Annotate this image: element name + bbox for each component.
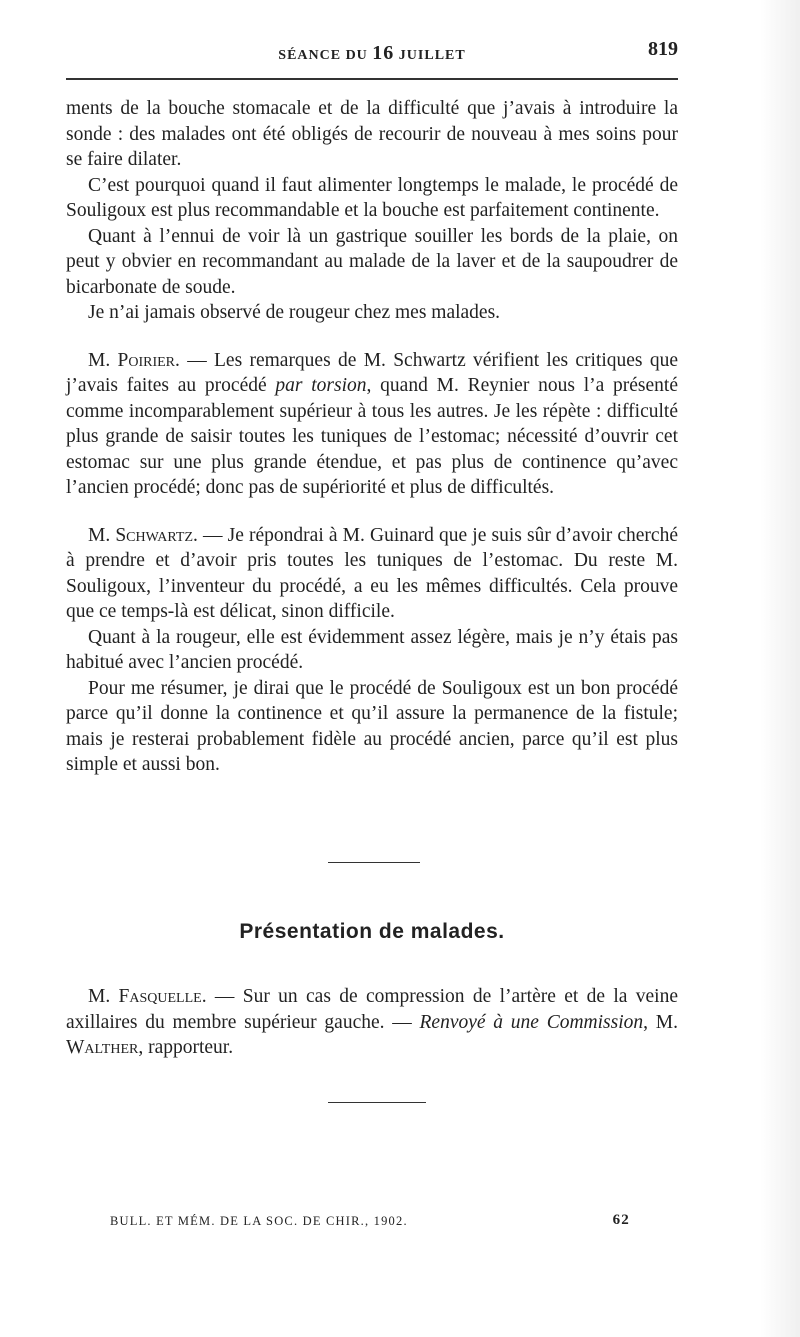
paragraph-ennui: Quant à l’ennui de voir là un gastrique souiller les bords de la plaie, on peut y obvier en recommandant au malade de la laver et de la saupoudrer de bicarbonate de soude. [66,225,678,298]
paragraph-fasquelle: M. Fasquelle. — Sur un cas de compression de l’artère et de la veine axillaires du membre supérieur gauche. — Renvoyé à une Commission, M. Walther, rapporteur. [66,986,678,1058]
separator-rule-2 [328,1102,426,1103]
body-text-block-1 [66,96,678,778]
speaker-fasquelle: M. Fasquelle. [88,986,207,1007]
separator-rule-1 [328,862,420,863]
body-text-block-2 [66,984,678,1061]
page-edge-shadow [760,0,800,1337]
header-title: SÉANCE DU 16 JUILLET [278,42,466,64]
page-footer [110,1212,630,1236]
running-header [66,38,678,68]
paragraph-schwartz-rougeur: Quant à la rougeur, elle est évidemment assez légère, mais je n’y étais pas habitué avec l’ancien procédé. [66,626,678,673]
header-rule [66,78,678,80]
paragraph-schwartz: M. Schwartz. — Je répondrai à M. Guinard que je suis sûr d’avoir cherché à prendre et d’avoir pris toutes les tuniques de l’estomac. Du reste M. Souligoux, l’inventeur du procédé, a eu les mêmes difficultés. Cela prouve que ce temps-là est délicat, sinon difficile. [66,524,678,622]
paragraph-poirier: M. Poirier. — Les remarques de M. Schwartz vérifient les critiques que j’avais faites au procédé par torsion, quand M. Reynier nous l’a présenté comme incomparablement supérieur à tous les autres. Je les répète : difficulté plus grande de saisir toutes les tuniques de l’estomac; nécessité d’ouvrir cet estomac sur une plus grande étendue, et pas plus de continence qu’avec l’ancien procédé; donc pas de supériorité et plus de difficultés. [66,349,678,498]
footer-reference: BULL. ET MÉM. DE LA SOC. DE CHIR., 1902. [110,1214,408,1228]
section-title: Présentation de malades. [239,920,505,943]
paragraph-continued: ments de la bouche stomacale et de la difficulté que j’avais à introduire la sonde : des malades ont été obligés de recourir de nouveau à mes soins pour se faire dilater. [66,98,678,170]
paragraph-schwartz-resume: Pour me résumer, je dirai que le procédé de Souligoux est un bon procédé parce qu’il donne la continence et qu’il assure la permanence de la fistule; mais je resterai probablement fidèle au procédé ancien, parce qu’il est plus simple et aussi bon. [66,677,678,775]
paragraph-souligoux: C’est pourquoi quand il faut alimenter longtemps le malade, le procédé de Souligoux est plus recommandable et la bouche est parfaitement continente. [66,174,678,221]
page-number: 819 [648,38,678,60]
speaker-schwartz: M. Schwartz. [88,524,198,546]
speaker-poirier: M. Poirier. [88,349,180,371]
footer-signature: 62 [612,1212,630,1228]
paragraph-rougeur: Je n’ai jamais observé de rougeur chez mes malades. [88,302,501,323]
